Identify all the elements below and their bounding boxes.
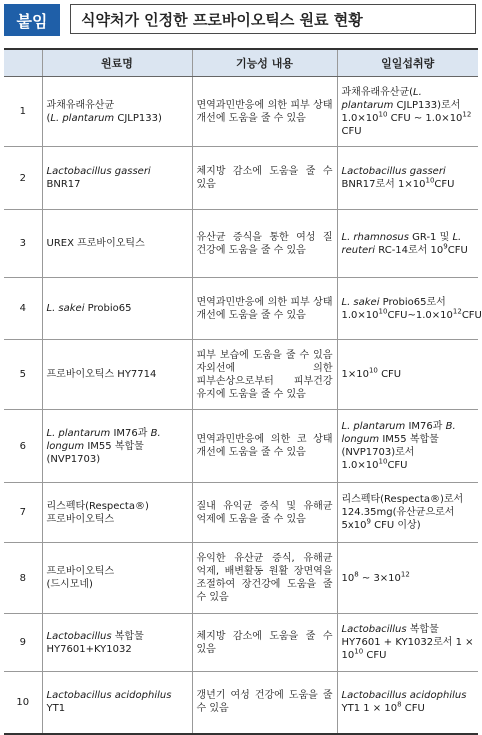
table-row <box>4 410 478 483</box>
table-row <box>4 77 478 147</box>
row-number: 1 <box>4 77 42 147</box>
functional-effect: 피부 보습에 도움을 줄 수 있음 자외선에 의한 피부손상으로부터 피부건강 유지에 도움을 줄 수 있음 <box>192 340 337 410</box>
table-row <box>4 672 478 734</box>
ingredient-name: Lactobacillus 복합물 HY7601+KY1032 <box>42 614 192 672</box>
row-number: 3 <box>4 210 42 278</box>
daily-intake: Lactobacillus gasseri BNR17로서 $1\times 10^{10}CFU$ <box>337 147 478 210</box>
row-number: 2 <box>4 147 42 210</box>
ingredient-name: 프로바이오틱스 HY7714 <box>42 340 192 410</box>
ingredient-name: 프로바이오틱스 (드시모네) <box>42 543 192 614</box>
row-number: 5 <box>4 340 42 410</box>
ingredient-name: Lactobacillus acidophilus YT1 <box>42 672 192 734</box>
functional-effect: 면역과민반응에 의한 피부 상태 개선에 도움을 줄 수 있음 <box>192 77 337 147</box>
daily-intake: L. plantarum IM76과 B. longum IM55 복합물(NVP1703)로서 $1.0\times 10^{10}CFU$ <box>337 410 478 483</box>
row-number: 6 <box>4 410 42 483</box>
ingredient-name: UREX 프로바이오틱스 <box>42 210 192 278</box>
functional-effect: 면역과민반응에 의한 코 상태 개선에 도움을 줄 수 있음 <box>192 410 337 483</box>
table-row <box>4 210 478 278</box>
probiotics-table <box>4 48 482 735</box>
table-row <box>4 340 478 410</box>
functional-effect: 유산균 증식을 통한 여성 질 건강에 도움을 줄 수 있음 <box>192 210 337 278</box>
row-number: 4 <box>4 278 42 340</box>
col-header-number <box>4 49 42 77</box>
functional-effect: 체지방 감소에 도움을 줄 수 있음 <box>192 147 337 210</box>
table-row <box>4 614 478 672</box>
daily-intake: 리스펙타(Respecta®)로서 124.35mg(유산균으로서 $5x10^9$ CFU 이상) <box>337 483 478 543</box>
table-row <box>4 543 478 614</box>
table-header-row <box>4 49 478 77</box>
ingredient-name: 과채유래유산균 (L. plantarum CJLP133) <box>42 77 192 147</box>
col-header-dose: 일일섭취량 <box>337 49 478 77</box>
row-number: 7 <box>4 483 42 543</box>
row-number: 10 <box>4 672 42 734</box>
functional-effect: 체지방 감소에 도움을 줄 수 있음 <box>192 614 337 672</box>
table-row <box>4 147 478 210</box>
daily-intake: L. rhamnosus GR-1 및 L. reuteri RC-14로서 $10^9CFU$ <box>337 210 478 278</box>
row-number: 8 <box>4 543 42 614</box>
col-header-name: 원료명 <box>42 49 192 77</box>
functional-effect: 유익한 유산균 증식, 유해균 억제, 배변활동 원활 장면역을 조절하여 장건강에 도움을 줄 수 있음 <box>192 543 337 614</box>
daily-intake: Lactobacillus 복합물 HY7601 + KY1032로서 $1 \times 10^{10}$ CFU <box>337 614 478 672</box>
ingredient-name: L. plantarum IM76과 B. longum IM55 복합물(NVP1703) <box>42 410 192 483</box>
ingredient-name: Lactobacillus gasseri BNR17 <box>42 147 192 210</box>
table-row <box>4 278 478 340</box>
functional-effect: 면역과민반응에 의한 피부 상태 개선에 도움을 줄 수 있음 <box>192 278 337 340</box>
ingredient-name: 리스펙타(Respecta®) 프로바이오틱스 <box>42 483 192 543</box>
functional-effect: 갱년기 여성 건강에 도움을 줄 수 있음 <box>192 672 337 734</box>
page-header <box>4 4 478 36</box>
table-row <box>4 483 478 543</box>
attachment-badge: 붙임 <box>4 4 60 36</box>
col-header-effect: 기능성 내용 <box>192 49 337 77</box>
daily-intake: Lactobacillus acidophilus YT1 $1 \times 10^8$ CFU <box>337 672 478 734</box>
ingredient-name: L. sakei Probio65 <box>42 278 192 340</box>
page-title: 식약처가 인정한 프로바이오틱스 원료 현황 <box>70 4 476 34</box>
daily-intake: $10^8$ ~ $3\times 10^{12}$ <box>337 543 478 614</box>
row-number: 9 <box>4 614 42 672</box>
functional-effect: 질내 유익균 증식 및 유해균 억제에 도움을 줄 수 있음 <box>192 483 337 543</box>
daily-intake: L. sakei Probio65로서 $1.0\times 10^{10}CFU\sim 1.0\times 10^{12}CFU$ <box>337 278 478 340</box>
daily-intake: 과채유래유산균(L. plantarum CJLP133)로서 $1.0\times 10^{10}$ CFU ~ $1.0\times 10^{12}$ CFU <box>337 77 478 147</box>
daily-intake: $1\times 10^{10}$ CFU <box>337 340 478 410</box>
